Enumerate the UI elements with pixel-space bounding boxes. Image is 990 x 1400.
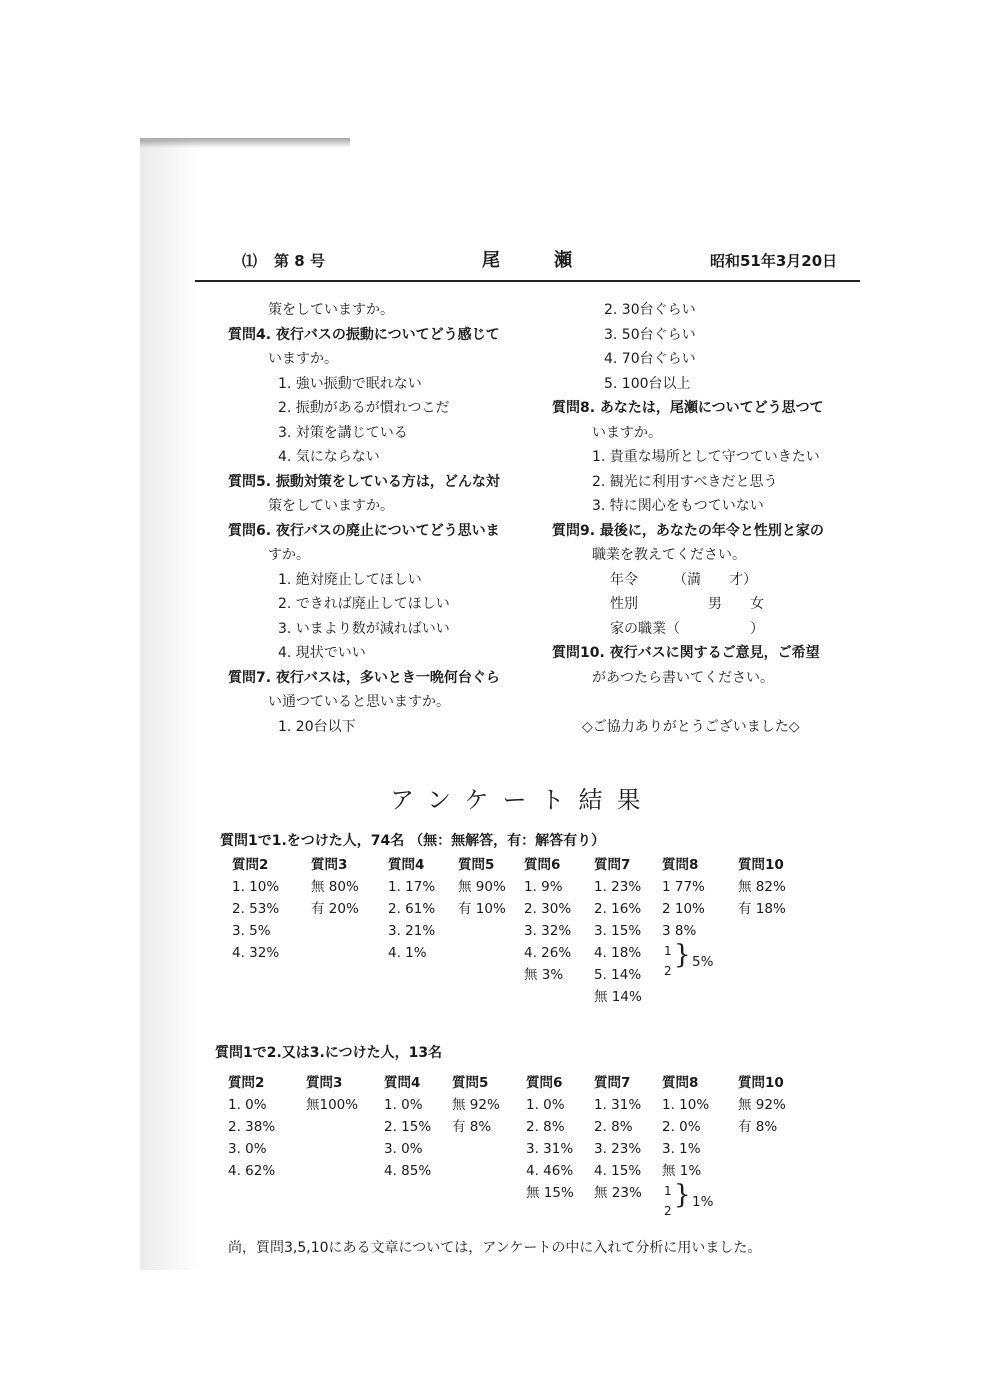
answer-line: 2. 振動があるが慣れつこだ	[278, 400, 450, 416]
result-value: 無 1%	[662, 1163, 702, 1179]
result-column	[738, 1072, 786, 1138]
answer-line: 性別 男 女	[610, 596, 764, 612]
scan-shadow	[140, 140, 200, 1270]
result-value: 無 80%	[311, 879, 359, 895]
questionnaire-right-column	[552, 298, 824, 739]
answer-line: 1. 貴重な場所として守つていきたい	[592, 449, 820, 465]
analysis-note: 尚，質問3,5,10にある文章については，アンケートの中に入れて分析に用いました。	[228, 1240, 762, 1256]
result-value: 有 20%	[311, 901, 359, 917]
answer-line: 2. 観光に利用すべきだと思う	[592, 473, 778, 490]
scan-edge	[140, 138, 350, 148]
result-value: 4. 62%	[228, 1163, 276, 1179]
header-rule	[195, 280, 860, 282]
result-column-header: 質問2	[232, 857, 269, 873]
result-value: 2. 16%	[594, 901, 642, 917]
answer-line: いますか。	[592, 424, 662, 441]
result-value: 2. 8%	[526, 1119, 565, 1135]
answer-line: いますか。	[268, 351, 338, 367]
result-column	[594, 1072, 642, 1204]
answer-line: 3. 対策を講じている	[278, 424, 408, 441]
result-column-header: 質問6	[526, 1075, 563, 1091]
result-value: 3. 5%	[232, 923, 271, 939]
result-value: 有 8%	[452, 1119, 492, 1135]
answer-line: 4. 現状でいい	[278, 645, 366, 661]
brace-mark: }	[674, 1180, 691, 1210]
answer-line: すか。	[268, 547, 310, 563]
result-column	[232, 854, 279, 964]
answer-line: 3. 特に関心をもつていない	[592, 498, 764, 514]
result-value: 1. 10%	[232, 879, 280, 895]
result-column-header: 質問6	[524, 857, 561, 873]
result-value: 無 14%	[594, 989, 642, 1005]
result-value: 4. 18%	[594, 945, 642, 961]
result-value: 無100%	[306, 1097, 359, 1113]
question-line: 質問7. 夜行バスは，多いとき一晩何台ぐら	[228, 669, 500, 686]
brace-label-top: 1	[664, 1184, 672, 1198]
result-value: 無 92%	[452, 1097, 500, 1113]
result-value: 無 15%	[526, 1185, 574, 1201]
brace-label-top: 1	[664, 944, 672, 958]
brace-label-bottom: 2	[664, 1204, 672, 1218]
result-value: 1. 0%	[384, 1097, 423, 1113]
questionnaire-left-column	[228, 298, 500, 739]
result-value: 3. 21%	[388, 923, 436, 939]
result-value: 無 92%	[738, 1097, 786, 1113]
result-value: 3. 15%	[594, 923, 642, 939]
result-value: 1 77%	[662, 879, 705, 895]
result-column-header: 質問8	[662, 857, 699, 873]
answer-line: 1. 絶対廃止してほしい	[278, 571, 422, 588]
answer-line: い通つていると思いますか。	[268, 694, 450, 710]
result-value: 1. 0%	[526, 1097, 565, 1113]
question-line: 質問4. 夜行バスの振動についてどう感じて	[228, 326, 500, 343]
answer-line: 2. できれば廃止してほしい	[278, 596, 450, 612]
result-column-header: 質問10	[738, 857, 784, 873]
result-column-header: 質問2	[228, 1075, 265, 1091]
result-column-header: 質問5	[458, 857, 495, 873]
question-line: 質問6. 夜行バスの廃止についてどう思いま	[228, 522, 500, 539]
result-value: 1. 0%	[228, 1097, 267, 1113]
result-column	[228, 1072, 275, 1182]
result-value: 2. 61%	[388, 901, 436, 917]
brace-value: 1%	[692, 1194, 714, 1210]
brace-mark: }	[674, 940, 691, 970]
result-value: 3. 23%	[594, 1141, 642, 1157]
issue-label: 第 8 号	[274, 252, 325, 270]
brace-label-bottom: 2	[664, 964, 672, 978]
question-line: 質問9. 最後に，あなたの年令と性別と家の	[552, 522, 824, 539]
result-value: 4. 1%	[388, 945, 427, 961]
answer-line: ◇ご協力ありがとうございました◇	[582, 718, 800, 735]
result-value: 3. 1%	[662, 1141, 701, 1157]
result-column	[452, 1072, 500, 1138]
result-value: 1. 10%	[662, 1097, 710, 1113]
result-column	[594, 854, 642, 1008]
question-line: 質問8. あなたは，尾瀬についてどう思つて	[552, 400, 824, 416]
result-value: 2. 0%	[662, 1119, 701, 1135]
result-value: 4. 85%	[384, 1163, 432, 1179]
result-column-header: 質問4	[384, 1075, 421, 1091]
result-value: 有 18%	[738, 901, 786, 917]
answer-line: 策をしていますか。	[268, 498, 394, 514]
result-value: 無 82%	[738, 879, 786, 895]
result-value: 1. 9%	[524, 879, 563, 895]
result-column	[738, 854, 786, 920]
result-column	[306, 1072, 358, 1116]
result-value: 無 23%	[594, 1185, 642, 1201]
result-column	[388, 854, 435, 964]
result-value: 3. 32%	[524, 923, 572, 939]
group1-heading: 質問1で1.をつけた人，74名 （無：無解答，有：解答有り）	[220, 833, 606, 849]
answer-line: 3. 50台ぐらい	[604, 326, 696, 343]
result-column-header: 質問7	[594, 857, 631, 873]
result-column-header: 質問10	[738, 1075, 784, 1091]
result-column	[662, 854, 705, 942]
answer-line: 2. 30台ぐらい	[604, 302, 696, 318]
result-column	[458, 854, 506, 920]
result-column	[526, 1072, 574, 1204]
result-value: 無 90%	[458, 879, 506, 895]
result-value: 有 10%	[458, 901, 506, 917]
result-value: 1. 17%	[388, 879, 436, 895]
result-value: 2. 8%	[594, 1119, 633, 1135]
result-column	[384, 1072, 431, 1182]
result-value: 1. 31%	[594, 1097, 642, 1113]
result-value: 1. 23%	[594, 879, 642, 895]
group2-heading: 質問1で2.又は3.につけた人，13名	[215, 1045, 443, 1061]
answer-line: 策をしていますか。	[268, 302, 394, 318]
result-value: 2 10%	[662, 901, 705, 917]
result-column-header: 質問3	[306, 1075, 343, 1091]
result-value: 2. 53%	[232, 901, 280, 917]
result-column	[311, 854, 359, 920]
result-column-header: 質問7	[594, 1075, 631, 1091]
result-value: 2. 30%	[524, 901, 572, 917]
answer-line: 1. 20台以下	[278, 718, 356, 735]
answer-line: 職業を教えてください。	[592, 547, 746, 563]
result-value: 2. 15%	[384, 1119, 432, 1135]
answer-line: 1. 強い振動で眠れない	[278, 375, 422, 392]
answer-line: があつたら書いてください。	[592, 669, 774, 686]
answer-line: 5. 100台以上	[604, 375, 691, 392]
result-value: 無 3%	[524, 967, 564, 983]
result-value: 3. 0%	[384, 1141, 423, 1157]
issue-number: ⑴	[242, 252, 258, 270]
result-column	[524, 854, 571, 986]
result-value: 3. 31%	[526, 1141, 574, 1157]
result-column	[662, 1072, 709, 1182]
result-column-header: 質問3	[311, 857, 348, 873]
question-line: 質問10. 夜行バスに関するご意見，ご希望	[552, 645, 820, 661]
result-value: 5. 14%	[594, 967, 642, 983]
result-value: 2. 38%	[228, 1119, 276, 1135]
result-column-header: 質問4	[388, 857, 425, 873]
result-value: 3 8%	[662, 923, 697, 939]
result-value: 4. 46%	[526, 1163, 574, 1179]
question-line: 質問5. 振動対策をしている方は，どんな対	[228, 473, 500, 490]
newsletter-title: 尾 瀬	[482, 250, 572, 271]
result-column-header: 質問5	[452, 1075, 489, 1091]
result-value: 4. 32%	[232, 945, 280, 961]
brace-value: 5%	[692, 954, 714, 970]
result-column-header: 質問8	[662, 1075, 699, 1091]
result-value: 3. 0%	[228, 1141, 267, 1157]
issue-date: 昭和51年3月20日	[710, 252, 838, 270]
result-value: 有 8%	[738, 1119, 778, 1135]
result-value: 4. 15%	[594, 1163, 642, 1179]
answer-line: 4. 70台ぐらい	[604, 351, 696, 367]
result-value: 4. 26%	[524, 945, 572, 961]
results-title: アンケート結果	[390, 786, 655, 814]
question-line	[552, 690, 824, 715]
answer-line: 年令 （満 才）	[610, 571, 757, 588]
answer-line: 家の職業（ ）	[610, 620, 764, 637]
answer-line: 3. いまより数が減ればいい	[278, 620, 450, 637]
answer-line: 4. 気にならない	[278, 449, 380, 465]
